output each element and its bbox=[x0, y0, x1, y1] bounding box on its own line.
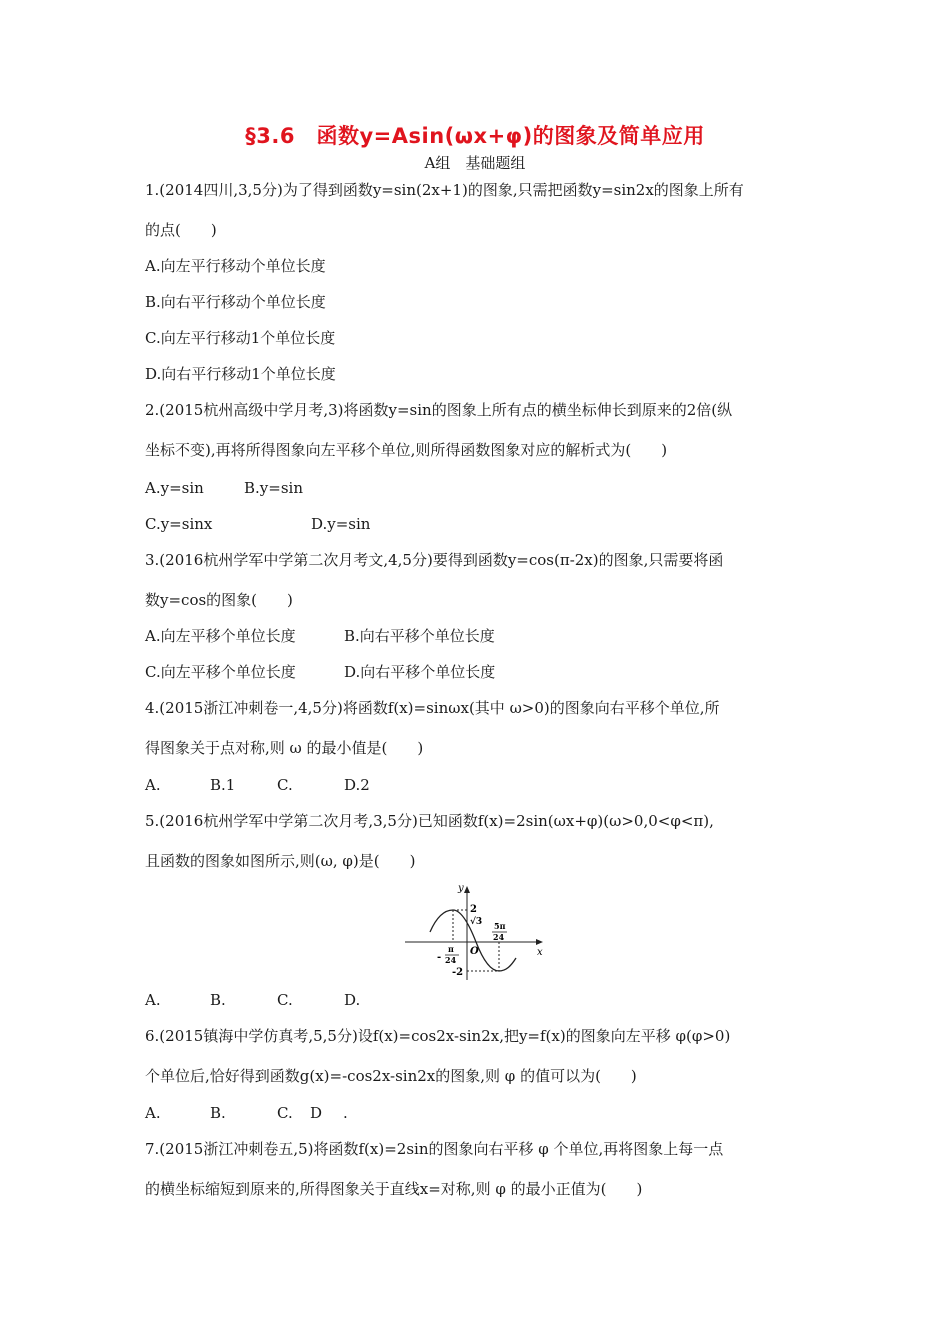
q1-stem-line1: 1.(2014四川,3,5分)为了得到函数y=sin(2x+1)的图象,只需把函数y=sin2x的图象上所有 bbox=[145, 181, 744, 199]
q3-stem-line1: 3.(2016杭州学军中学第二次月考文,4,5分)要得到函数y=cos(π-2x)的图象,只需要将函 bbox=[145, 551, 724, 569]
q3-option-a: A.向左平移个单位长度 bbox=[145, 627, 296, 645]
x-axis-label: x bbox=[537, 947, 543, 958]
q6-option-b: B. bbox=[210, 1104, 226, 1122]
q4-option-b: B.1 bbox=[210, 776, 236, 794]
q6-option-d: D bbox=[310, 1104, 323, 1122]
y-axis-arrow bbox=[464, 886, 470, 893]
q5-option-b: B. bbox=[210, 991, 226, 1009]
x-right-denominator: 24 bbox=[493, 932, 505, 942]
q3-stem-line2: 数y=cos的图象( ) bbox=[145, 591, 293, 609]
group-heading: A组 基础题组 bbox=[424, 154, 526, 172]
q1-stem-line2: 的点( ) bbox=[145, 221, 217, 239]
q1-option-d: D.向右平行移动1个单位长度 bbox=[145, 365, 336, 383]
origin-label: O bbox=[470, 946, 479, 957]
q1-option-a: A.向左平行移动个单位长度 bbox=[145, 257, 326, 275]
q1-option-b: B.向右平行移动个单位长度 bbox=[145, 293, 326, 311]
q4-option-c: C. bbox=[277, 776, 293, 794]
q2-option-d: D.y=sin bbox=[311, 515, 371, 533]
q6-option-d-dot: . bbox=[343, 1104, 348, 1122]
q4-option-d: D.2 bbox=[344, 776, 370, 794]
q5-stem-line2: 且函数的图象如图所示,则(ω, φ)是( ) bbox=[145, 852, 416, 870]
q5-option-a: A. bbox=[145, 991, 161, 1009]
q5-stem-line1: 5.(2016杭州学军中学第二次月考,3,5分)已知函数f(x)=2sin(ωx+φ)(ω>0,0<φ<π), bbox=[145, 812, 714, 830]
q2-stem-line2: 坐标不变),再将所得图象向左平移个单位,则所得函数图象对应的解析式为( ) bbox=[145, 441, 668, 459]
x-left-numerator: π bbox=[448, 944, 454, 954]
q5-option-c: C. bbox=[277, 991, 293, 1009]
x-axis-arrow bbox=[536, 939, 543, 945]
q5-option-d: D. bbox=[344, 991, 361, 1009]
q3-option-b: B.向右平移个单位长度 bbox=[344, 627, 495, 645]
q3-option-c: C.向左平移个单位长度 bbox=[145, 663, 296, 681]
y-min-label: -2 bbox=[452, 967, 464, 978]
q5-function-graph bbox=[403, 880, 548, 982]
q7-stem-line1: 7.(2015浙江冲刺卷五,5)将函数f(x)=2sin的图象向右平移 φ 个单位,再将图象上每一点 bbox=[145, 1140, 724, 1158]
x-right-numerator: 5π bbox=[494, 921, 506, 931]
q2-option-a: A.y=sin bbox=[145, 479, 204, 497]
section-title: §3.6 函数y=Asin(ωx+φ)的图象及简单应用 bbox=[245, 124, 705, 148]
q2-option-b: B.y=sin bbox=[244, 479, 303, 497]
q6-option-c: C. bbox=[277, 1104, 293, 1122]
y-sqrt3-label: √3 bbox=[470, 917, 483, 927]
x-left-sign: - bbox=[437, 952, 442, 963]
q2-option-c: C.y=sinx bbox=[145, 515, 213, 533]
q6-stem-line1: 6.(2015镇海中学仿真考,5,5分)设f(x)=cos2x-sin2x,把y=f(x)的图象向左平移 φ(φ>0) bbox=[145, 1027, 731, 1045]
q3-option-d: D.向右平移个单位长度 bbox=[344, 663, 496, 681]
q6-option-a: A. bbox=[145, 1104, 161, 1122]
q4-stem-line2: 得图象关于点对称,则 ω 的最小值是( ) bbox=[145, 739, 424, 757]
x-left-denominator: 24 bbox=[445, 955, 457, 965]
y-axis-label: y bbox=[458, 883, 464, 894]
y-max-label: 2 bbox=[470, 904, 477, 915]
q2-stem-line1: 2.(2015杭州高级中学月考,3)将函数y=sin的图象上所有点的横坐标伸长到原来的2倍(纵 bbox=[145, 401, 733, 419]
q6-stem-line2: 个单位后,恰好得到函数g(x)=-cos2x-sin2x的图象,则 φ 的值可以为( ) bbox=[145, 1067, 637, 1085]
q4-stem-line1: 4.(2015浙江冲刺卷一,4,5分)将函数f(x)=sinωx(其中 ω>0)的图象向右平移个单位,所 bbox=[145, 699, 720, 717]
q1-option-c: C.向左平行移动1个单位长度 bbox=[145, 329, 336, 347]
q4-option-a: A. bbox=[145, 776, 161, 794]
q7-stem-line2: 的横坐标缩短到原来的,所得图象关于直线x=对称,则 φ 的最小正值为( ) bbox=[145, 1180, 643, 1198]
